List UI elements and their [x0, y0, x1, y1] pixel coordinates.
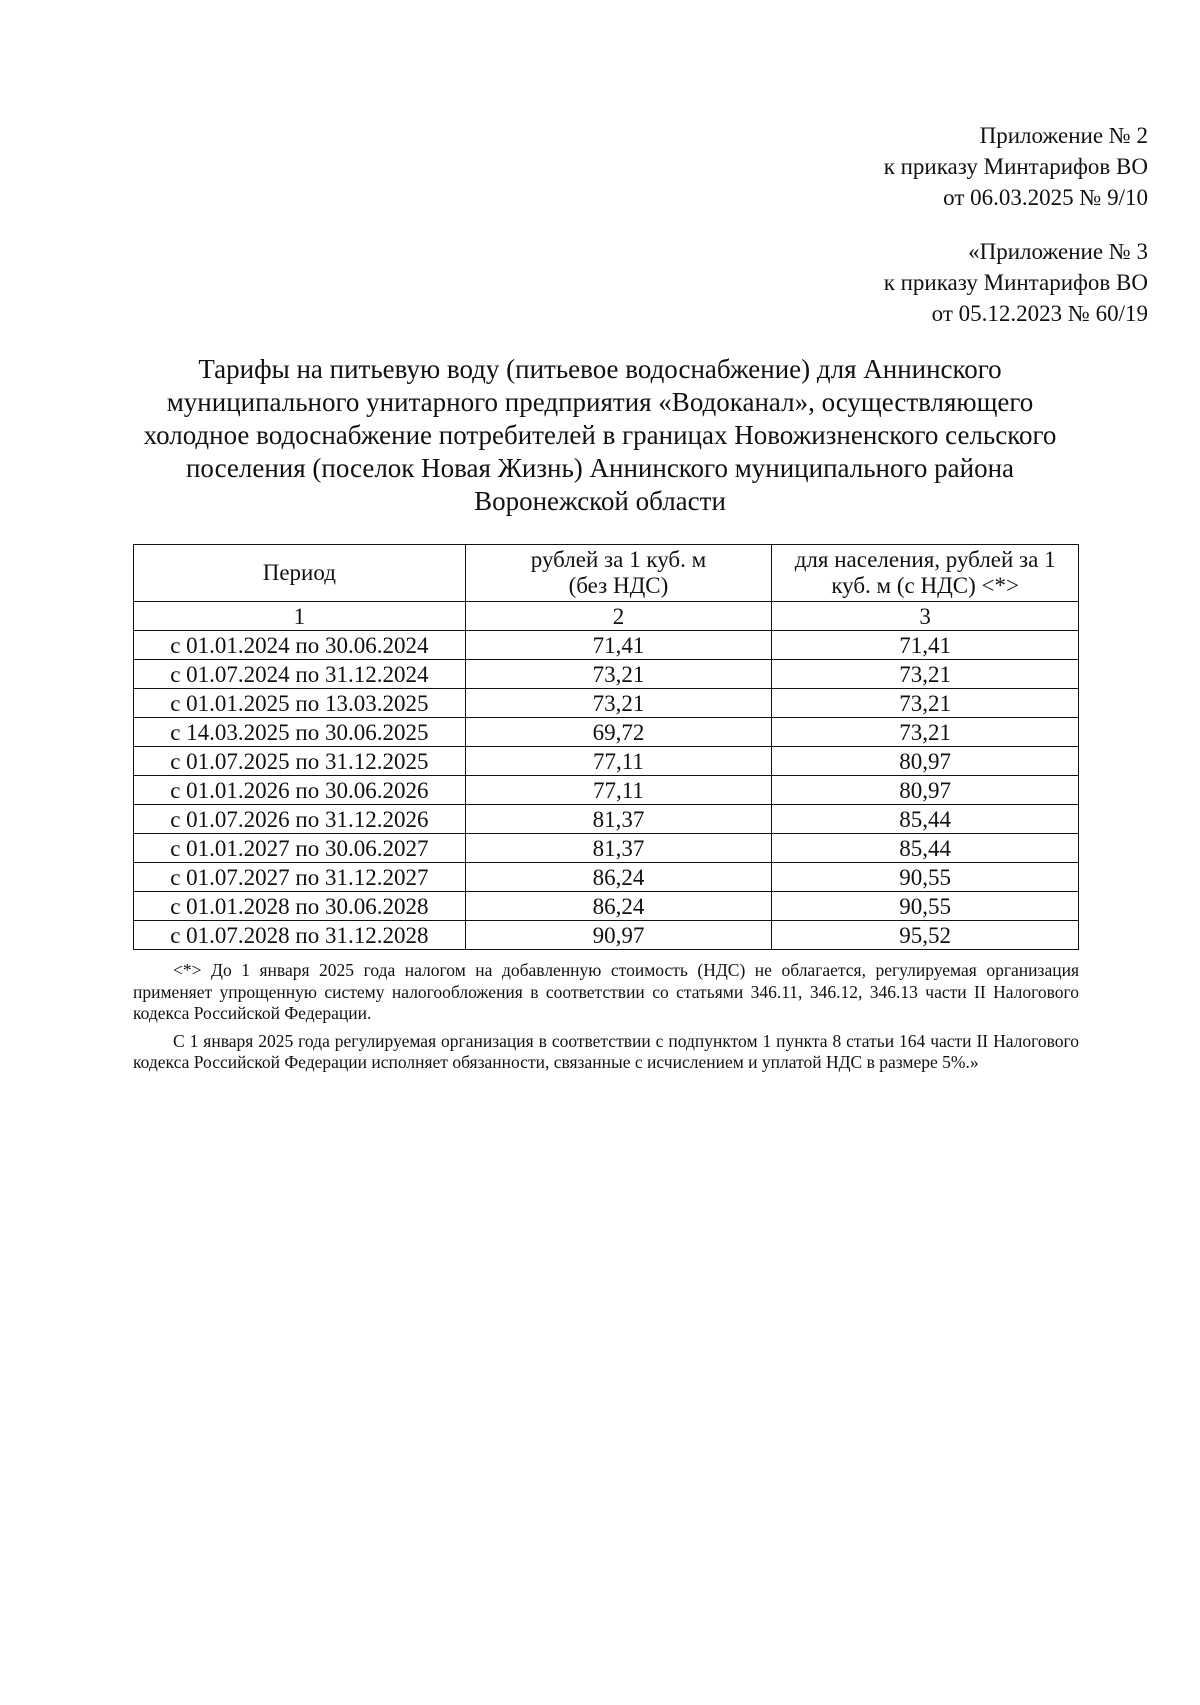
table-row	[134, 892, 1079, 921]
cell-period: с 01.07.2024 по 31.12.2024	[134, 660, 466, 689]
table-header-row	[134, 545, 1079, 602]
appendix-reference-current	[884, 120, 1148, 213]
cell-period: с 01.07.2027 по 31.12.2027	[134, 863, 466, 892]
cell-with-vat: 90,55	[772, 892, 1079, 921]
cell-period: с 01.01.2026 по 30.06.2026	[134, 776, 466, 805]
header-period: Период	[134, 545, 466, 602]
tariff-table	[133, 544, 1079, 950]
cell-period: с 01.01.2028 по 30.06.2028	[134, 892, 466, 921]
cell-without-vat: 73,21	[465, 689, 772, 718]
column-number-row	[134, 602, 1079, 631]
header-line: (без НДС)	[568, 573, 669, 598]
appendix-reference-amended	[884, 236, 1148, 329]
table-row	[134, 718, 1079, 747]
cell-period: с 01.01.2025 по 13.03.2025	[134, 689, 466, 718]
cell-without-vat: 77,11	[465, 747, 772, 776]
column-number: 2	[465, 602, 772, 631]
appendix-order-date: от 05.12.2023 № 60/19	[931, 301, 1148, 326]
header-line: рублей за 1 куб. м	[530, 547, 707, 572]
cell-with-vat: 85,44	[772, 805, 1079, 834]
title-line: муниципального унитарного предприятия «Водоканал», осуществляющего	[166, 387, 1034, 417]
table-row	[134, 689, 1079, 718]
cell-period: с 01.01.2024 по 30.06.2024	[134, 631, 466, 660]
cell-with-vat: 90,55	[772, 863, 1079, 892]
cell-with-vat: 85,44	[772, 834, 1079, 863]
cell-period: с 01.07.2025 по 31.12.2025	[134, 747, 466, 776]
title-line: Воронежской области	[474, 486, 726, 516]
appendix-order-ref: к приказу Минтарифов ВО	[883, 154, 1148, 179]
title-line: поселения (поселок Новая Жизнь) Аннинского муниципального района	[185, 453, 1015, 483]
footnotes	[133, 960, 1079, 1080]
cell-with-vat: 80,97	[772, 747, 1079, 776]
appendix-number: Приложение № 2	[979, 123, 1148, 148]
appendix-order-ref: к приказу Минтарифов ВО	[883, 270, 1148, 295]
table-row	[134, 805, 1079, 834]
appendix-order-date: от 06.03.2025 № 9/10	[943, 185, 1148, 210]
cell-without-vat: 81,37	[465, 834, 772, 863]
document-title	[120, 353, 1080, 518]
cell-with-vat: 73,21	[772, 718, 1079, 747]
table-row	[134, 834, 1079, 863]
title-line: Тарифы на питьевую воду (питьевое водоснабжение) для Аннинского	[198, 354, 1002, 384]
appendix-number: «Приложение № 3	[968, 239, 1148, 264]
cell-without-vat: 71,41	[465, 631, 772, 660]
cell-without-vat: 69,72	[465, 718, 772, 747]
cell-without-vat: 73,21	[465, 660, 772, 689]
cell-with-vat: 80,97	[772, 776, 1079, 805]
header-price-without-vat	[465, 545, 772, 602]
table-row	[134, 631, 1079, 660]
table-row	[134, 776, 1079, 805]
table-row	[134, 863, 1079, 892]
cell-with-vat: 95,52	[772, 921, 1079, 950]
cell-period: с 14.03.2025 по 30.06.2025	[134, 718, 466, 747]
cell-with-vat: 73,21	[772, 689, 1079, 718]
cell-without-vat: 81,37	[465, 805, 772, 834]
cell-with-vat: 71,41	[772, 631, 1079, 660]
column-number: 1	[134, 602, 466, 631]
cell-without-vat: 90,97	[465, 921, 772, 950]
table-row	[134, 660, 1079, 689]
cell-without-vat: 77,11	[465, 776, 772, 805]
cell-with-vat: 73,21	[772, 660, 1079, 689]
table-row	[134, 747, 1079, 776]
cell-without-vat: 86,24	[465, 863, 772, 892]
footnote-vat-obligation: С 1 января 2025 года регулируемая организация в соответствии с подпунктом 1 пункта 8 статьи 164 части II Налогового кодекса Российской Федерации исполняет обязанности, связанные с исчислением и уплатой НДС в размере 5%.»	[133, 1030, 1079, 1072]
title-line: холодное водоснабжение потребителей в границах Новожизненского сельского	[143, 420, 1057, 450]
cell-period: с 01.07.2028 по 31.12.2028	[134, 921, 466, 950]
cell-period: с 01.07.2026 по 31.12.2026	[134, 805, 466, 834]
cell-period: с 01.01.2027 по 30.06.2027	[134, 834, 466, 863]
table-row	[134, 921, 1079, 950]
column-number: 3	[772, 602, 1079, 631]
header-line: куб. м (с НДС) <*>	[831, 573, 1019, 598]
footnote-vat-exemption: <*> До 1 января 2025 года налогом на добавленную стоимость (НДС) не облагается, регулируемая организация применяет упрощенную систему налогообложения в соответствии со статьями 346.11, 346.12, 346.13 части II Налогового кодекса Российской Федерации.	[133, 960, 1079, 1023]
cell-without-vat: 86,24	[465, 892, 772, 921]
header-line: для населения, рублей за 1	[794, 547, 1056, 572]
header-price-with-vat	[772, 545, 1079, 602]
